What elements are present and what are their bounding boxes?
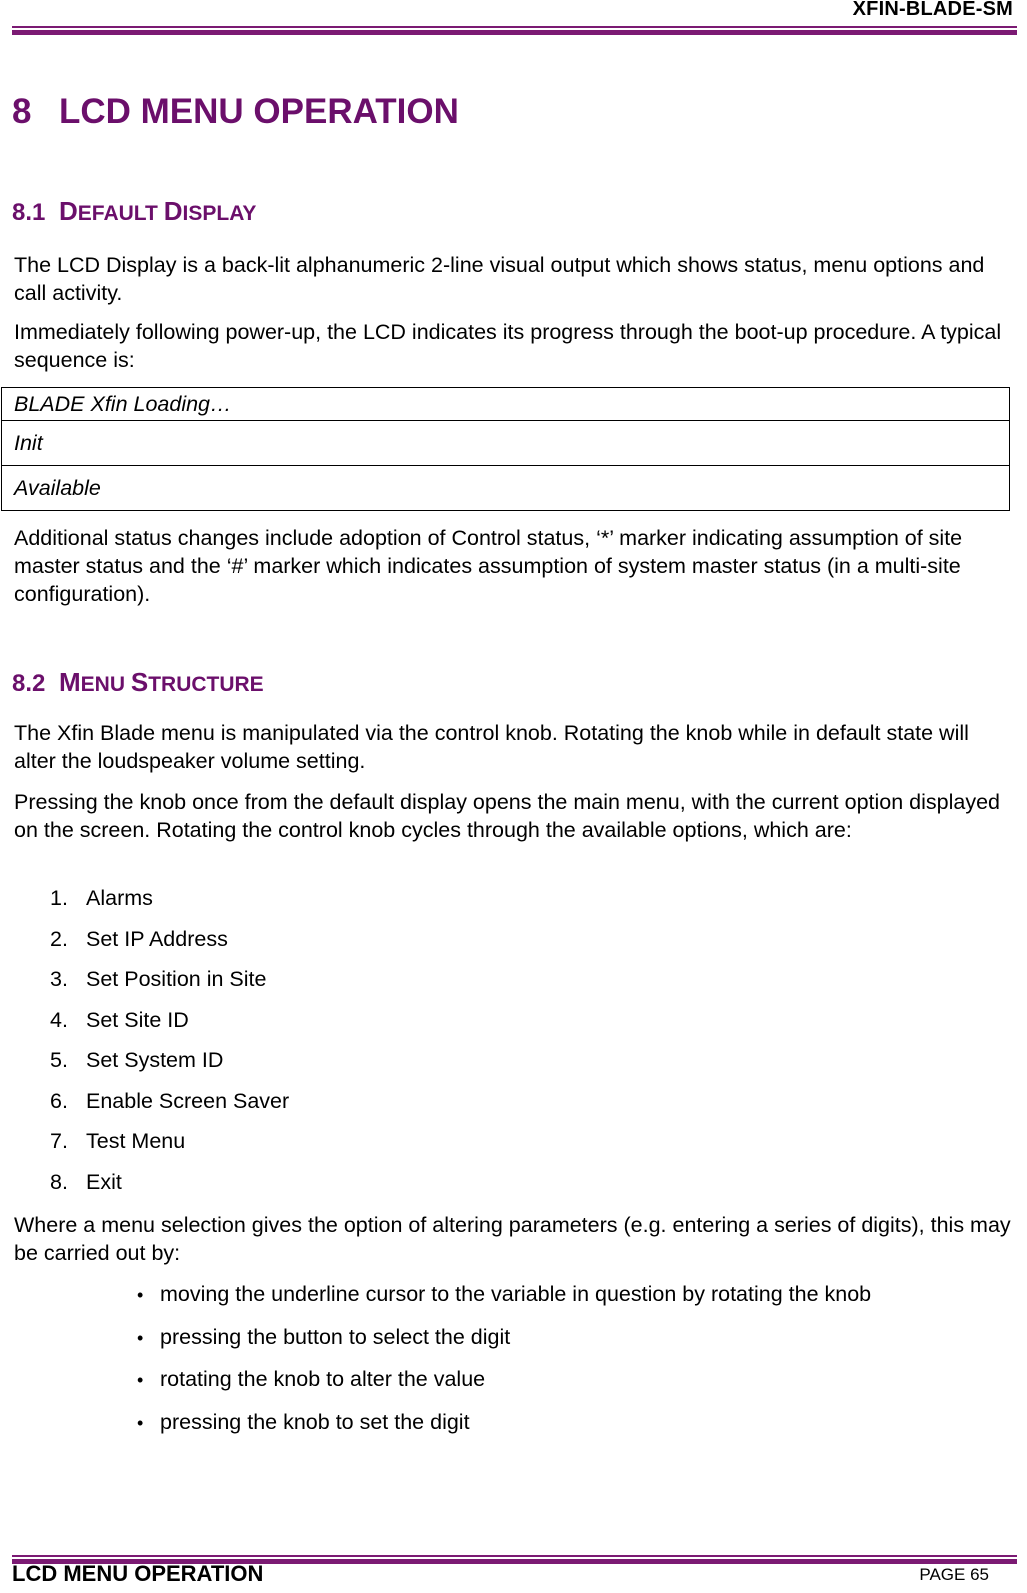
document-id: XFIN-BLADE-SM: [852, 0, 1013, 20]
paragraph: Where a menu selection gives the option of altering parameters (e.g. entering a series of digits), this may be carried out by:: [14, 1213, 1011, 1265]
table-cell: Init: [2, 421, 1010, 466]
paragraph: The LCD Display is a back-lit alphanumeric 2-line visual output which shows status, menu options and call activity.: [14, 253, 985, 305]
menu-options-list: [50, 882, 289, 1206]
table-row: [2, 388, 1010, 421]
list-item: 4. Set Site ID: [50, 1007, 189, 1032]
table-row: [2, 466, 1010, 511]
list-item: 5. Set System ID: [50, 1048, 224, 1072]
bullet-icon: •: [137, 1370, 144, 1390]
list-item: • rotating the knob to alter the value: [137, 1363, 871, 1406]
bullet-icon: •: [137, 1327, 144, 1348]
bullet-icon: •: [137, 1285, 144, 1305]
subsection-heading-menu-structure: 8.2 MENU STRUCTURE: [12, 667, 264, 697]
section-title: LCD MENU OPERATION: [59, 92, 459, 131]
list-item: • pressing the knob to set the digit: [137, 1406, 871, 1449]
paragraph: Immediately following power-up, the LCD indicates its progress through the boot-up procedure. A typical sequence is:: [14, 320, 1002, 372]
table-cell: Available: [2, 466, 1010, 511]
paragraph: The Xfin Blade menu is manipulated via the control knob. Rotating the knob while in default state will alter the loudspeaker volume setting.: [14, 721, 969, 773]
list-item: 8. Exit: [50, 1169, 122, 1194]
list-item: 2. Set IP Address: [50, 926, 228, 951]
steps-list: [137, 1278, 871, 1448]
table-cell: BLADE Xfin Loading…: [2, 388, 1010, 421]
section-heading: [12, 92, 459, 132]
subsection-number: 8.2: [12, 670, 46, 697]
header-rule: [12, 26, 1017, 35]
paragraph: Pressing the knob once from the default display opens the main menu, with the current option displayed on the screen. Rotating the control knob cycles through the available options, which are:: [14, 790, 1000, 842]
paragraph: Additional status changes include adoption of Control status, ‘*’ marker indicating assumption of site master status and the ‘#’ marker which indicates assumption of system master status (in a multi-site configuration).: [14, 526, 963, 606]
page-number: PAGE 65: [919, 1565, 989, 1584]
bullet-icon: •: [137, 1412, 144, 1433]
table-row: [2, 421, 1010, 466]
list-item: 1. Alarms: [50, 886, 153, 910]
boot-sequence-table: [1, 387, 1010, 511]
list-item: 7. Test Menu: [50, 1129, 186, 1153]
subsection-heading-default-display: 8.1 DEFAULT DISPLAY: [12, 196, 257, 226]
subsection-number: 8.1: [12, 199, 46, 226]
list-item: • pressing the button to select the digit: [137, 1321, 871, 1364]
list-item: 6. Enable Screen Saver: [50, 1088, 290, 1113]
list-item: • moving the underline cursor to the variable in question by rotating the knob: [137, 1278, 871, 1321]
list-item: 3. Set Position in Site: [50, 967, 267, 991]
footer-section-title: LCD MENU OPERATION: [12, 1561, 264, 1586]
section-number: 8: [12, 92, 32, 131]
